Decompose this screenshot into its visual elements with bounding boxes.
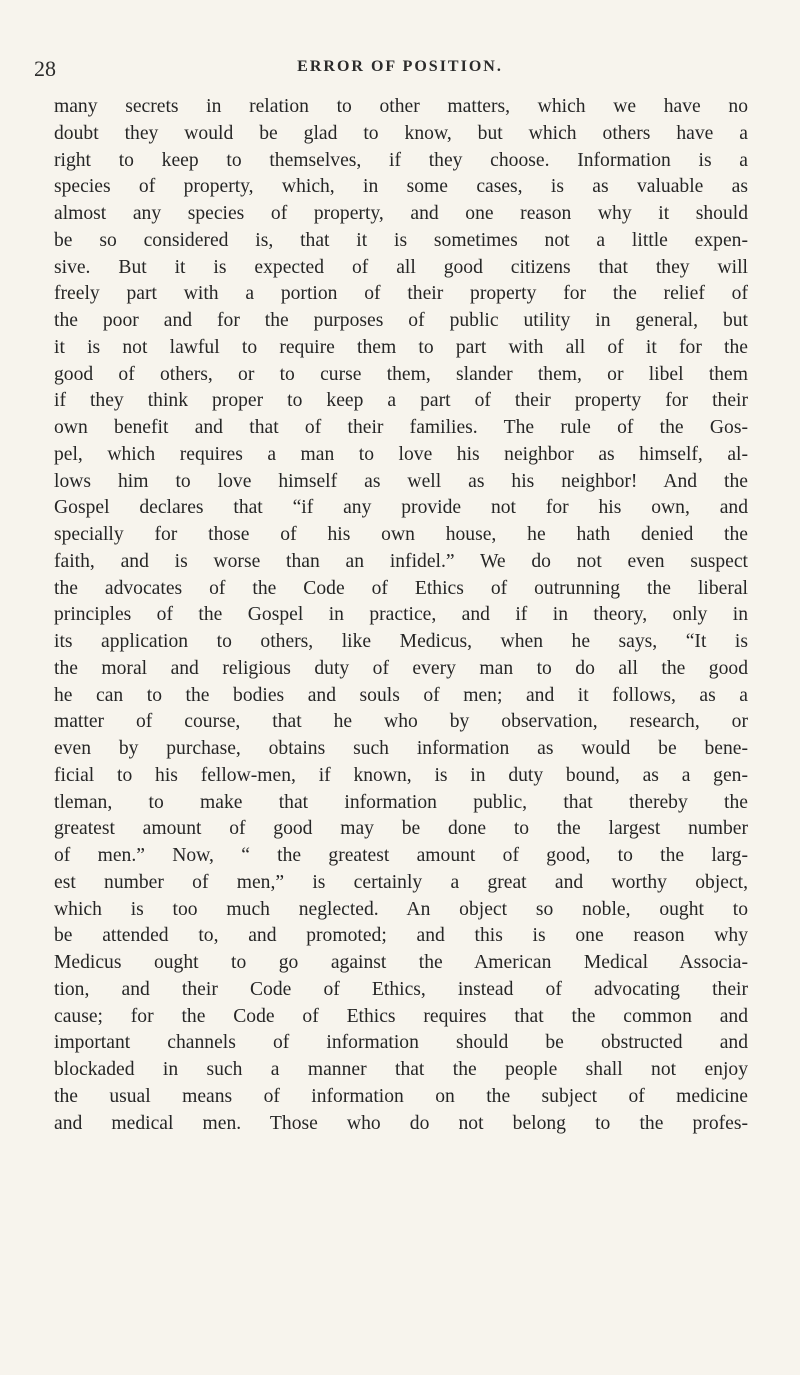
text-line: be attended to, and promoted; and this is one reason why (54, 925, 748, 947)
text-line: doubt they would be glad to know, but which others have a (54, 122, 748, 144)
text-line: freely part with a portion of their property for the relief of (54, 283, 748, 305)
text-line: est number of men,” is certainly a great and worthy object, (54, 871, 748, 893)
text-line: ficial to his fellow-men, if known, is in duty bound, as a gen- (54, 764, 748, 786)
page-header (34, 56, 766, 82)
text-line: blockaded in such a manner that the people shall not enjoy (54, 1059, 748, 1080)
text-line: Medicus ought to go against the American Medical Associa- (54, 952, 748, 973)
text-line: pel, which requires a man to love his neighbor as himself, al- (54, 443, 748, 465)
text-line: be so considered is, that it is sometimes not a little expen- (54, 229, 748, 251)
text-line: even by purchase, obtains such information as would be bene- (54, 738, 748, 759)
text-line: right to keep to themselves, if they choose. Information is a (54, 149, 748, 171)
text-line: greatest amount of good may be done to the largest number (54, 818, 748, 840)
text-line: own benefit and that of their families. The rule of the Gos- (54, 417, 748, 438)
text-line: species of property, which, in some cases, is as valuable as (54, 176, 748, 198)
text-line: Gospel declares that “if any provide not for his own, and (54, 497, 748, 519)
text-line: sive. But it is expected of all good citizens that they will (54, 256, 748, 278)
text-line: the usual means of information on the subject of medicine (54, 1085, 748, 1107)
text-line: it is not lawful to require them to part with all of it for the (54, 336, 748, 358)
text-line: important channels of information should be obstructed and (54, 1032, 748, 1054)
text-line: the moral and religious duty of every man to do all the good (54, 657, 748, 679)
text-line: matter of course, that he who by observation, research, or (54, 711, 748, 733)
running-head: ERROR OF POSITION. (297, 58, 503, 75)
text-line: almost any species of property, and one reason why it should (54, 203, 748, 224)
text-line: principles of the Gospel in practice, and if in theory, only in (54, 604, 748, 626)
text-line: tion, and their Code of Ethics, instead of advocating their (54, 978, 748, 1000)
text-line: and medical men. Those who do not belong to the profes- (54, 1112, 748, 1134)
text-line: he can to the bodies and souls of men; and it follows, as a (54, 684, 748, 706)
text-line: the poor and for the purposes of public utility in general, but (54, 310, 748, 331)
text-line: many secrets in relation to other matters, which we have no (54, 96, 748, 117)
text-line: cause; for the Code of Ethics requires that the common and (54, 1005, 748, 1027)
body-text (54, 94, 748, 1137)
text-line: lows him to love himself as well as his neighbor! And the (54, 470, 748, 492)
text-line: specially for those of his own house, he hath denied the (54, 524, 748, 545)
text-line: the advocates of the Code of Ethics of outrunning the liberal (54, 577, 748, 599)
text-line: good of others, or to curse them, slander them, or libel them (54, 363, 748, 385)
text-line: of men.” Now, “ the greatest amount of good, to the larg- (54, 845, 748, 866)
text-line: faith, and is worse than an infidel.” We do not even suspect (54, 550, 748, 572)
text-line: which is too much neglected. An object so noble, ought to (54, 898, 748, 920)
text-line: its application to others, like Medicus, when he says, “It is (54, 631, 748, 652)
page-number: 28 (34, 56, 56, 81)
text-line: tleman, to make that information public, that thereby the (54, 791, 748, 813)
text-line: if they think proper to keep a part of their property for their (54, 390, 748, 412)
